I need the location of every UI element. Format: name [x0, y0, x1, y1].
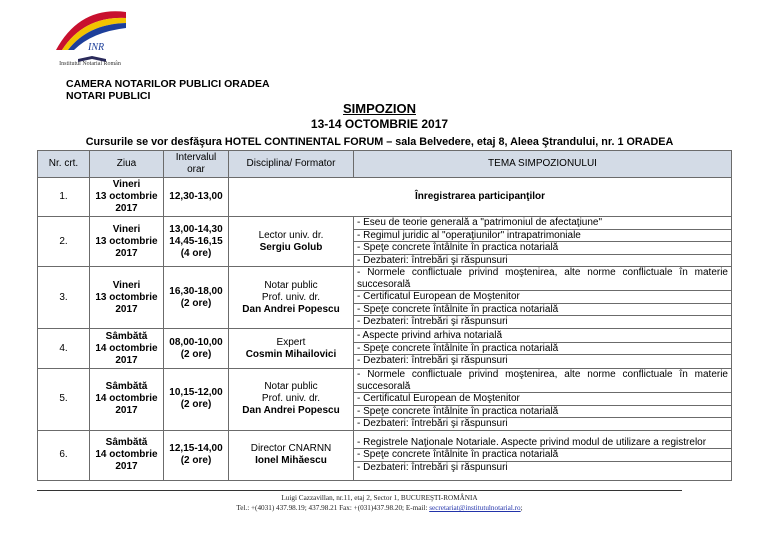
- org-subtitle: NOTARI PUBLICI: [66, 90, 151, 102]
- row-topics: - Normele conflictuale privind moştenirea, alte norme conflictuale în materie succesorală - Certificatul European de Moştenitor - Speţe concrete întâlnite în practica notarială - Dezbateri: întrebări şi răspunsuri: [354, 267, 732, 329]
- row-number: 3.: [38, 267, 90, 329]
- col-header-time: Intervalul orar: [164, 151, 229, 178]
- col-header-day: Ziua: [90, 151, 164, 178]
- row-topics: - Aspecte privind arhiva notarială - Speţe concrete întâlnite în practica notarială - Dezbateri: întrebări şi răspunsuri: [354, 329, 732, 369]
- row-trainer: Lector univ. dr. Sergiu Golub: [229, 217, 354, 267]
- row-topics: - Normele conflictuale privind moştenirea, alte norme conflictuale în materie succesorală - Certificatul European de Moştenitor - Speţe concrete întâlnite în practica notarială - Dezbateri: întrebări şi răspunsuri: [354, 369, 732, 431]
- table-header-row: [38, 151, 732, 178]
- row-time: 12,15-14,00 (2 ore): [164, 430, 229, 480]
- table-row: [38, 217, 732, 267]
- row-day: Sâmbătă 14 octombrie 2017: [90, 430, 164, 480]
- col-header-nr: Nr. crt.: [38, 151, 90, 178]
- row-number: 5.: [38, 369, 90, 431]
- event-location: Cursurile se vor desfăşura HOTEL CONTINENTAL FORUM – sala Belvedere, etaj 8, Aleea Ştrandului, nr. 1 ORADEA: [85, 136, 674, 148]
- row-time: 12,30-13,00: [164, 178, 229, 217]
- event-dates: 13-14 OCTOMBRIE 2017: [310, 117, 449, 131]
- row-trainer: Expert Cosmin Mihailovici: [229, 329, 354, 369]
- schedule-table: [37, 150, 732, 481]
- row-day: Vineri 13 octombrie 2017: [90, 217, 164, 267]
- table-row: [38, 329, 732, 369]
- col-header-topic: TEMA SIMPOZIONULUI: [354, 151, 732, 178]
- row-trainer: Notar public Prof. univ. dr. Dan Andrei Popescu: [229, 369, 354, 431]
- logo-text: INR: [88, 42, 105, 53]
- org-name: CAMERA NOTARILOR PUBLICI ORADEA: [66, 78, 270, 90]
- row-time: 13,00-14,30 14,45-16,15 (4 ore): [164, 217, 229, 267]
- row-time: 10,15-12,00 (2 ore): [164, 369, 229, 431]
- row-time: 16,30-18,00 (2 ore): [164, 267, 229, 329]
- logo-caption: Institutul Notarial Român: [59, 61, 121, 67]
- row-number: 2.: [38, 217, 90, 267]
- footer-address: Luigi Cazzavillan, nr.11, etaj 2, Sector 1, BUCUREŞTI-ROMÂNIA: [281, 494, 478, 502]
- row-day: Vineri 13 octombrie 2017: [90, 267, 164, 329]
- row-topics: - Eseu de teorie generală a "patrimoniul de afectaţiune" - Regimul juridic al "operaţiunilor" intrapatrimoniale - Speţe concrete întâlnite în practica notarială - Dezbateri: întrebări şi răspunsuri: [354, 217, 732, 267]
- footer-divider: [37, 490, 682, 491]
- row-trainer: Notar public Prof. univ. dr. Dan Andrei Popescu: [229, 267, 354, 329]
- row-time: 08,00-10,00 (2 ore): [164, 329, 229, 369]
- table-row: [38, 267, 732, 329]
- row-number: 1.: [38, 178, 90, 217]
- col-header-discipline: Disciplina/ Formator: [229, 151, 354, 178]
- row-trainer: Director CNARNN Ionel Mihăescu: [229, 430, 354, 480]
- email-link[interactable]: secretariat@institutulnotarial.ro: [429, 504, 521, 512]
- row-day: Sâmbătă 14 octombrie 2017: [90, 369, 164, 431]
- table-row: [38, 430, 732, 480]
- page-title: SIMPOZION: [343, 101, 416, 116]
- row-day: Sâmbătă 14 octombrie 2017: [90, 329, 164, 369]
- row-day: Vineri 13 octombrie 2017: [90, 178, 164, 217]
- row-number: 4.: [38, 329, 90, 369]
- registration-cell: Înregistrarea participanţilor: [229, 178, 732, 217]
- footer-contact: Tel.: +(4031) 437.98.19; 437.98.21 Fax: +(031)437.98.20; E-mail: secretariat@institutulnotarial.ro;: [236, 504, 523, 512]
- row-topics: - Registrele Naţionale Notariale. Aspecte privind modul de utilizare a registrelor - Speţe concrete întâlnite în practica notarială - Dezbateri: întrebări şi răspunsuri: [354, 430, 732, 480]
- table-row: [38, 369, 732, 431]
- row-number: 6.: [38, 430, 90, 480]
- table-row: [38, 178, 732, 217]
